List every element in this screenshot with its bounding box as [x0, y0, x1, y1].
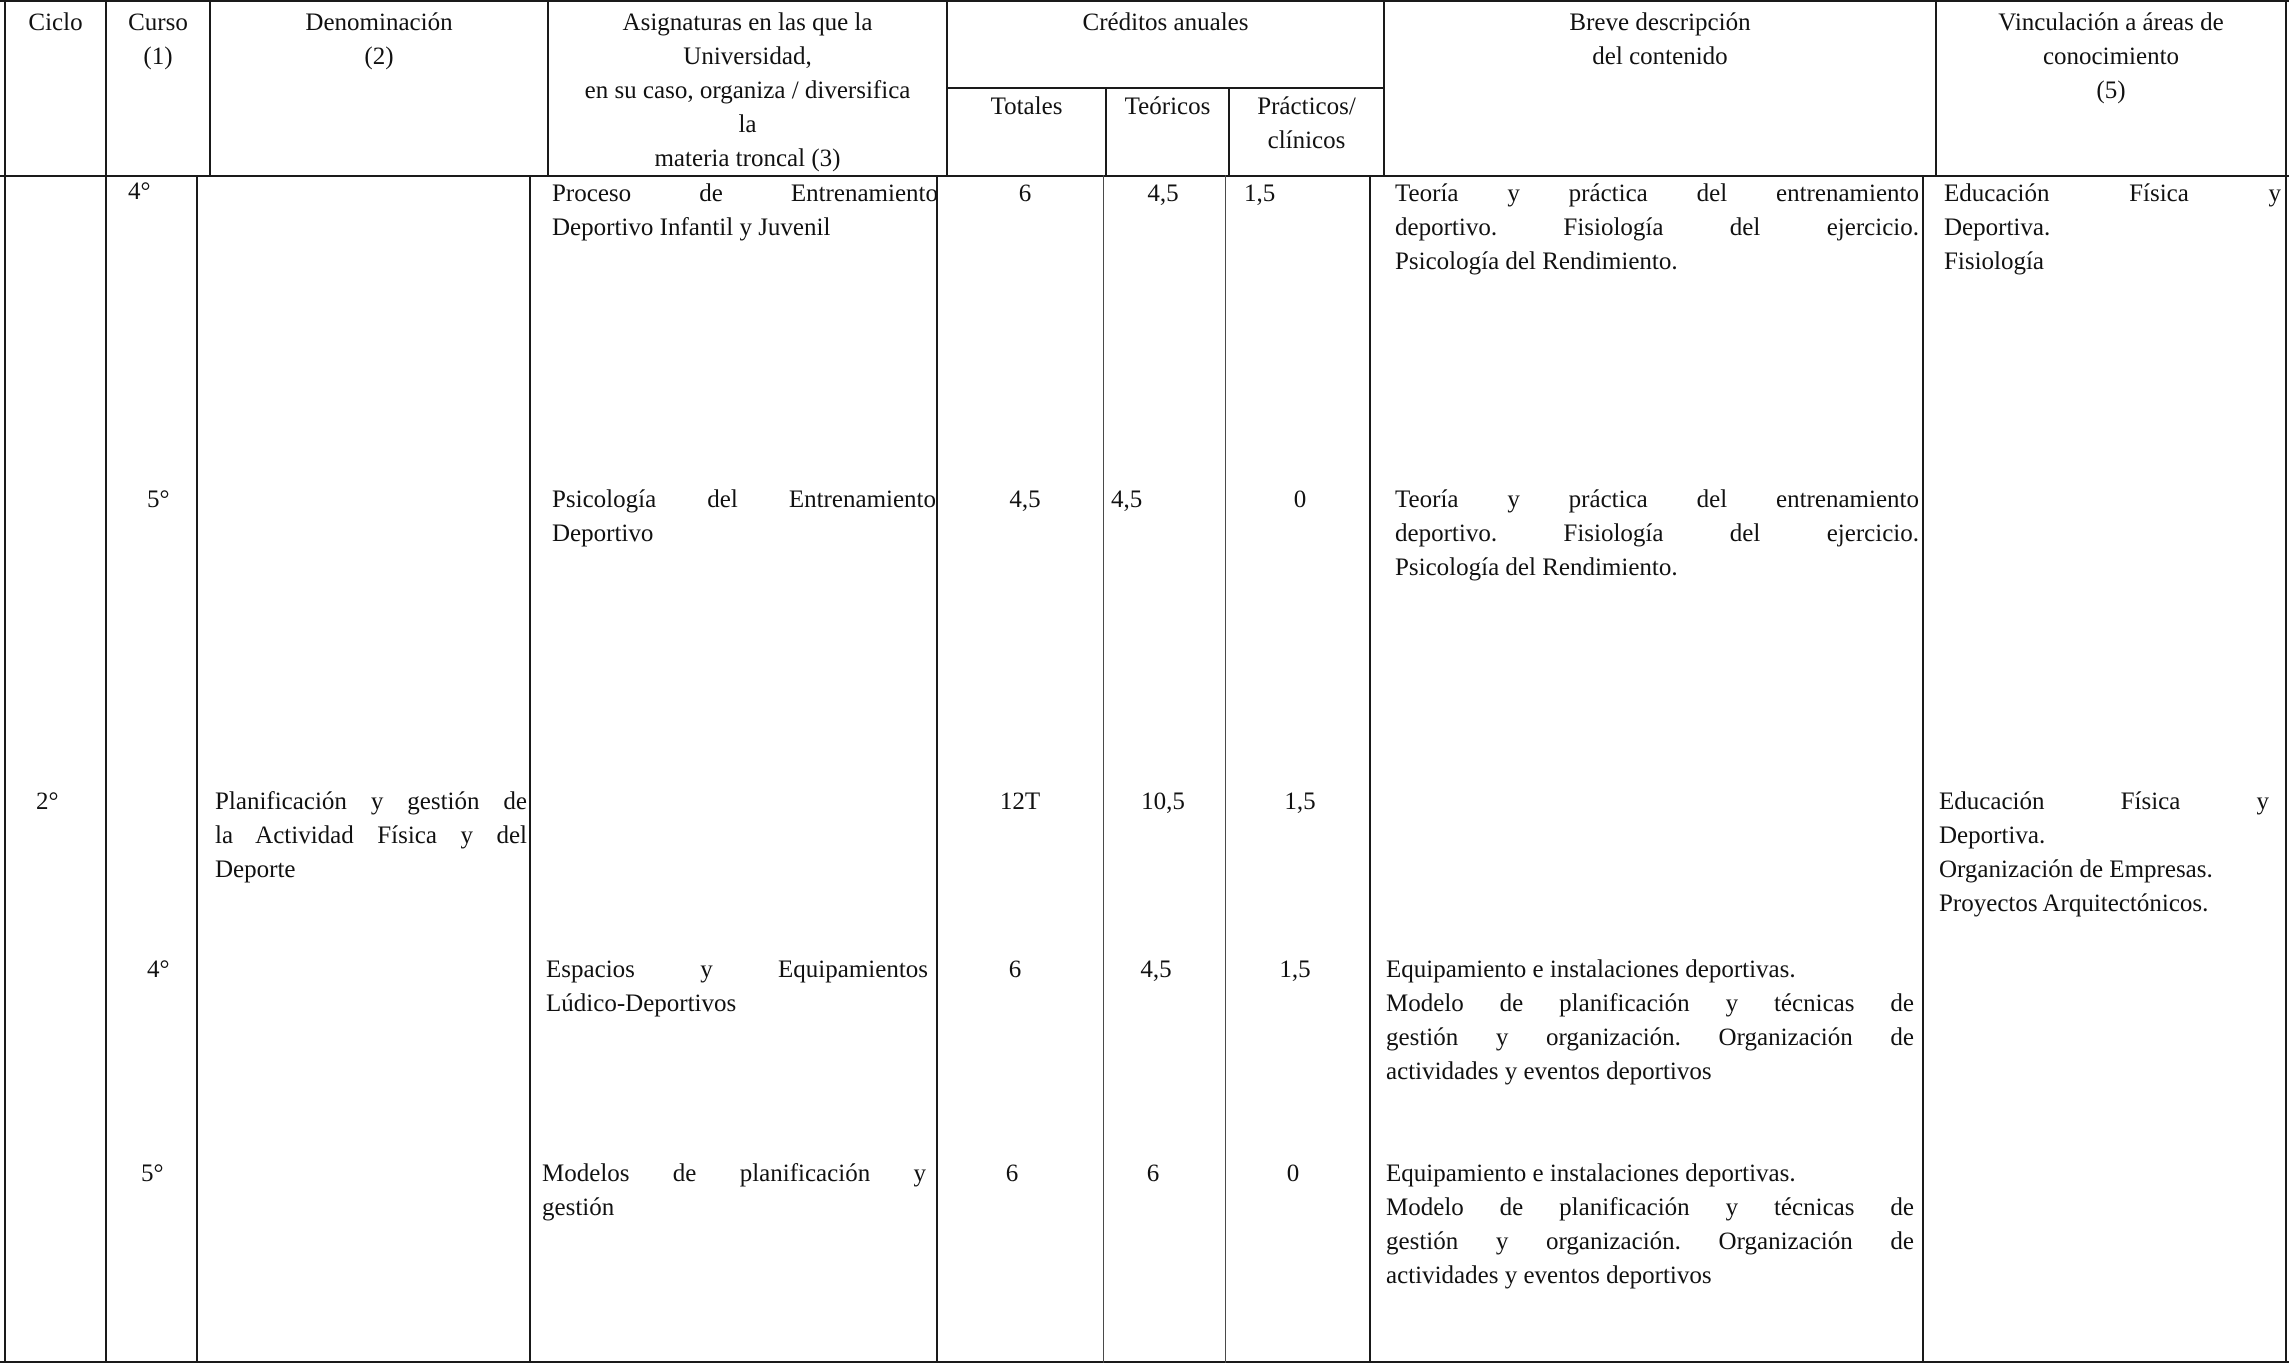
row4-asignatura-line-2: Lúdico-Deportivos: [546, 990, 737, 1017]
header-asignaturas-line-2: Universidad,: [683, 43, 812, 70]
header-teoricos-label: Teóricos: [1124, 93, 1211, 120]
row5-descripcion: [1386, 1157, 1914, 1293]
header-curso: [107, 6, 209, 74]
row1-vinculacion-line-1: Educación Física y: [1944, 180, 2281, 207]
header-practicos-line-1: Prácticos/: [1257, 93, 1356, 120]
col-border-descripcion: [1922, 175, 1924, 1363]
denominacion-line-3: Deporte: [215, 856, 296, 883]
header-curso-note: (1): [143, 43, 173, 70]
row3-teoricos: 10,5: [1141, 788, 1185, 815]
row4-descripcion: [1386, 953, 1914, 1089]
col-border-creditos: [1369, 175, 1371, 1363]
header-descripcion: [1385, 6, 1935, 74]
header-vinculacion-line-2: conocimiento: [2042, 43, 2180, 70]
row1-practicos: 1,5: [1244, 180, 1276, 207]
row4-asignatura: [546, 953, 928, 1021]
row3-vinculacion-line-3: Organización de Empresas.: [1939, 856, 2213, 883]
header-vinculacion: [1937, 6, 2285, 108]
col-border-curso: [196, 175, 198, 1363]
row4-practicos: 1,5: [1279, 956, 1311, 983]
row1-asignatura-line-2: Deportivo Infantil y Juvenil: [552, 214, 831, 241]
row5-asignatura: [542, 1157, 926, 1225]
row2-descripcion-line-1: Teoría y práctica del entrenamiento: [1395, 486, 1919, 513]
header-teoricos: [1107, 90, 1228, 124]
header-asignaturas-line-3: en su caso, organiza / diversifica: [584, 77, 911, 104]
col-border-teoricos-body: [1225, 175, 1226, 1363]
row2-descripcion: [1395, 483, 1919, 585]
row2-totales: 4,5: [1009, 486, 1041, 513]
row5-asignatura-line-2: gestión: [542, 1194, 615, 1221]
row3-vinculacion: [1939, 785, 2269, 921]
row1-descripcion-line-1: Teoría y práctica del entrenamiento: [1395, 180, 1919, 207]
row2-teoricos: 4,5: [1111, 486, 1143, 513]
row1-vinculacion: [1944, 177, 2281, 279]
row5-descripcion-line-3: gestión y organización. Organización de: [1386, 1228, 1914, 1255]
row4-descripcion-line-1: Equipamiento e instalaciones deportivas.: [1386, 956, 1796, 983]
row2-asignatura-line-1: Psicología del Entrenamiento: [552, 486, 936, 513]
header-curso-label: Curso: [128, 9, 188, 36]
row3-vinculacion-line-1: Educación Física y: [1939, 788, 2269, 815]
row5-curso: 5°: [141, 1160, 164, 1187]
denominacion-line-1: Planificación y gestión de: [215, 788, 527, 815]
header-descripcion-line-1: Breve descripción: [1569, 9, 1751, 36]
row1-curso: 4°: [128, 178, 151, 205]
row3-totales: 12T: [999, 788, 1041, 815]
denominacion-value: [215, 785, 527, 887]
row5-teoricos: 6: [1146, 1160, 1160, 1187]
row4-descripcion-line-3: gestión y organización. Organización de: [1386, 1024, 1914, 1051]
row1-asignatura: [552, 177, 938, 245]
row2-curso: 5°: [147, 486, 170, 513]
header-vinculacion-line-3: (5): [2096, 77, 2126, 104]
row1-descripcion: [1395, 177, 1919, 279]
row4-totales: 6: [1008, 956, 1022, 983]
row4-asignatura-line-1: Espacios y Equipamientos: [546, 956, 928, 983]
row5-descripcion-line-4: actividades y eventos deportivos: [1386, 1262, 1712, 1289]
row5-descripcion-line-2: Modelo de planificación y técnicas de: [1386, 1194, 1914, 1221]
header-descripcion-line-2: del contenido: [1592, 43, 1728, 70]
header-ciclo-label: Ciclo: [28, 9, 83, 36]
row4-descripcion-line-4: actividades y eventos deportivos: [1386, 1058, 1712, 1085]
row5-totales: 6: [1005, 1160, 1019, 1187]
col-border-right: [2285, 0, 2287, 1363]
row2-asignatura-line-2: Deportivo: [552, 520, 654, 547]
row1-descripcion-line-2: deportivo. Fisiología del ejercicio.: [1395, 214, 1919, 241]
header-asignaturas: [549, 6, 946, 176]
row3-vinculacion-line-4: Proyectos Arquitectónicos.: [1939, 890, 2209, 917]
row1-descripcion-line-3: Psicología del Rendimiento.: [1395, 248, 1678, 275]
row2-descripcion-line-2: deportivo. Fisiología del ejercicio.: [1395, 520, 1919, 547]
table-bottom-border: [0, 1361, 2289, 1363]
header-denominacion-label: Denominación: [305, 9, 453, 36]
header-asignaturas-line-5: materia troncal (3): [654, 145, 841, 172]
row2-descripcion-line-3: Psicología del Rendimiento.: [1395, 554, 1678, 581]
header-totales: [948, 90, 1105, 124]
row4-descripcion-line-2: Modelo de planificación y técnicas de: [1386, 990, 1914, 1017]
row2-practicos: 0: [1293, 486, 1307, 513]
ciclo-value: 2°: [36, 788, 59, 815]
col-border-denominacion: [529, 175, 531, 1363]
row1-vinculacion-line-3: Fisiología: [1944, 248, 2045, 275]
header-asignaturas-line-4: la: [738, 111, 757, 138]
table-top-border: [0, 0, 2289, 2]
header-asignaturas-line-1: Asignaturas en las que la: [622, 9, 873, 36]
col-border-ciclo: [105, 0, 107, 1363]
row2-asignatura: [552, 483, 936, 551]
header-vinculacion-line-1: Vinculación a áreas de: [1998, 9, 2224, 36]
row1-asignatura-line-1: Proceso de Entrenamiento: [552, 180, 938, 207]
header-denominacion-note: (2): [364, 43, 394, 70]
col-border-left: [4, 0, 6, 1363]
row4-teoricos: 4,5: [1140, 956, 1172, 983]
row3-practicos: 1,5: [1284, 788, 1316, 815]
credits-subheader-rule: [946, 87, 1383, 89]
header-creditos: [948, 6, 1383, 40]
col-border-asignaturas: [936, 175, 938, 1363]
row3-vinculacion-line-2: Deportiva.: [1939, 822, 2046, 849]
header-ciclo: [6, 6, 105, 40]
row1-totales: 6: [1018, 180, 1032, 207]
row5-descripcion-line-1: Equipamiento e instalaciones deportivas.: [1386, 1160, 1796, 1187]
row5-asignatura-line-1: Modelos de planificación y: [542, 1160, 926, 1187]
header-practicos-line-2: clínicos: [1267, 127, 1346, 154]
row1-vinculacion-line-2: Deportiva.: [1944, 214, 2051, 241]
row4-curso: 4°: [147, 956, 170, 983]
header-denominacion: [211, 6, 547, 74]
row1-teoricos: 4,5: [1147, 180, 1179, 207]
row5-practicos: 0: [1286, 1160, 1300, 1187]
header-totales-label: Totales: [990, 93, 1063, 120]
header-creditos-label: Créditos anuales: [1082, 9, 1249, 36]
header-practicos: [1230, 90, 1383, 158]
denominacion-line-2: la Actividad Física y del: [215, 822, 527, 849]
